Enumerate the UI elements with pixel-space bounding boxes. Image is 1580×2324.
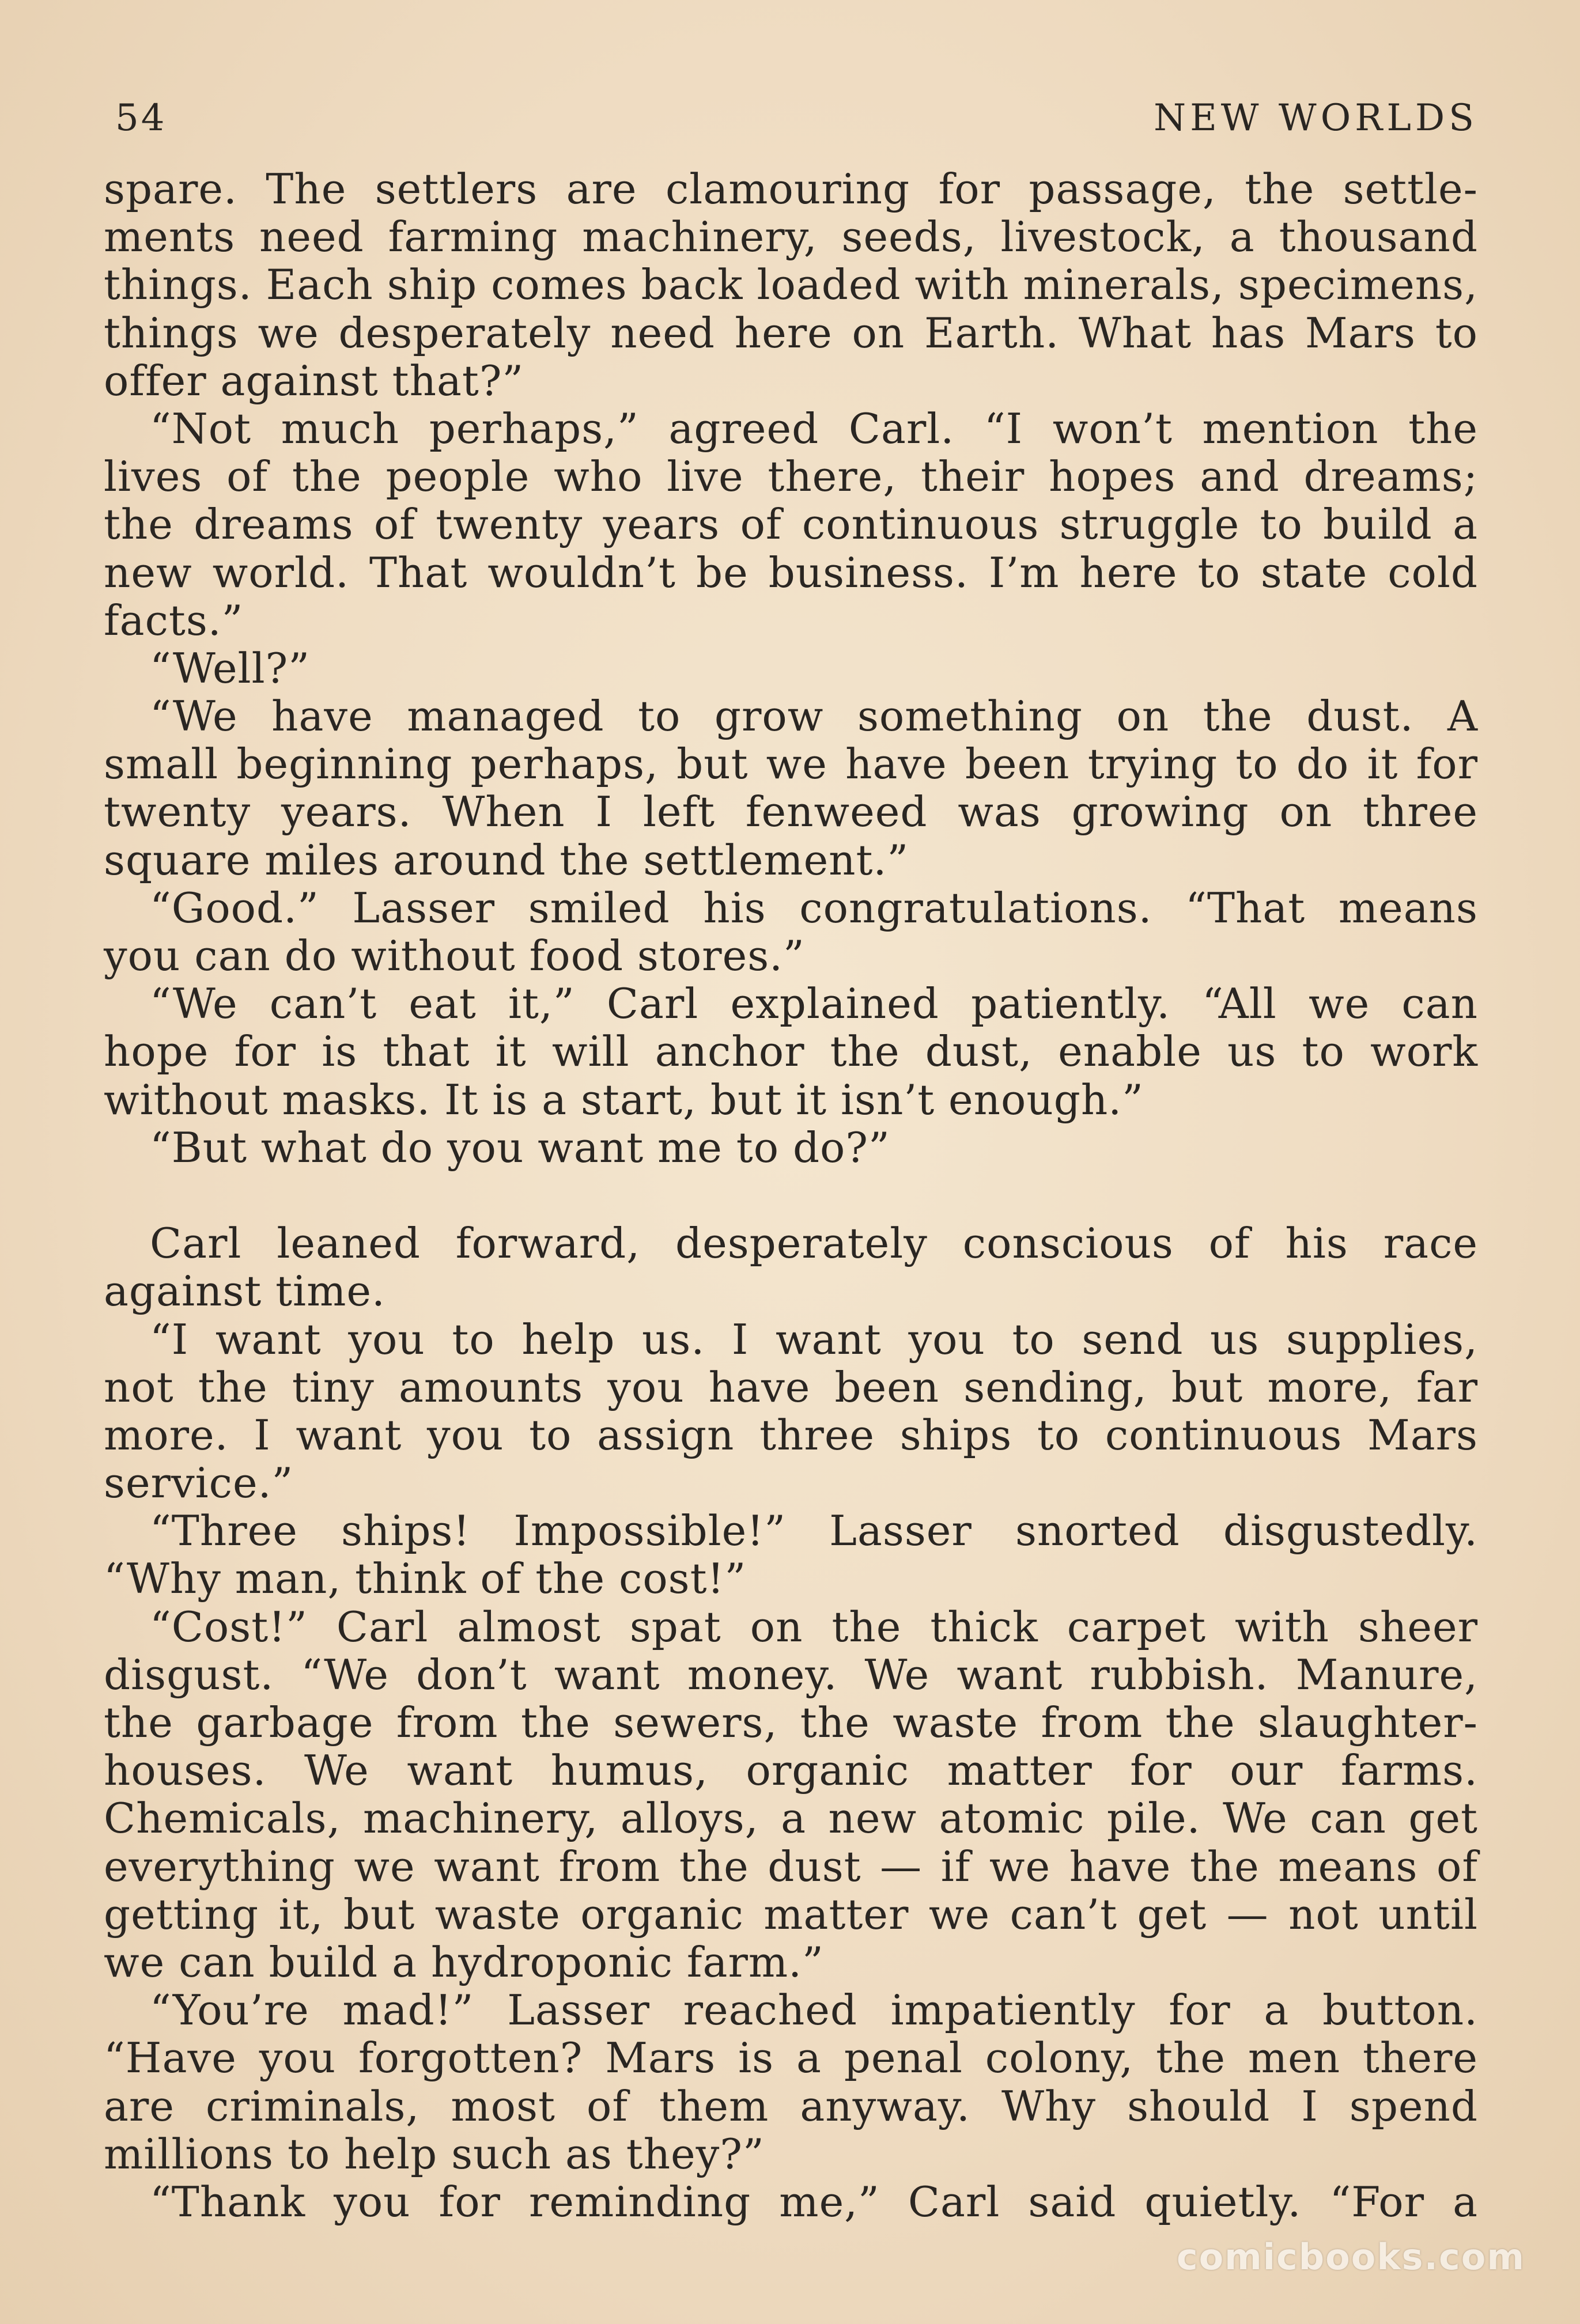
- text-line: “Good.” Lasser smiled his congratulations. “That means: [150, 883, 1478, 932]
- page-number: 54: [115, 97, 167, 139]
- text-line: Carl leaned forward, desperately conscious of his race: [150, 1219, 1478, 1268]
- text-line: “We can’t eat it,” Carl explained patiently. “All we can: [150, 979, 1478, 1028]
- text-line: “Cost!” Carl almost spat on the thick carpet with sheer: [150, 1602, 1478, 1651]
- watermark: comicbooks.com: [1176, 2236, 1525, 2278]
- text-line: disgust. “We don’t want money. We want rubbish. Manure,: [104, 1650, 1478, 1699]
- text-line: “Three ships! Impossible!” Lasser snorted disgustedly.: [150, 1507, 1478, 1555]
- text-line: things we desperately need here on Earth. What has Mars to: [104, 308, 1478, 357]
- text-line: against time.: [104, 1267, 385, 1316]
- text-line: “Have you forgotten? Mars is a penal colony, the men there: [104, 2034, 1478, 2083]
- text-line: facts.”: [104, 596, 244, 645]
- text-line: ments need farming machinery, seeds, livestock, a thousand: [104, 213, 1478, 262]
- text-line: hope for is that it will anchor the dust, enable us to work: [104, 1027, 1478, 1076]
- text-line: are criminals, most of them anyway. Why should I spend: [104, 2081, 1478, 2130]
- text-line: Chemicals, machinery, alloys, a new atomic pile. We can get: [104, 1794, 1478, 1843]
- body-text: [104, 165, 1478, 2226]
- text-line: “I want you to help us. I want you to send us supplies,: [150, 1315, 1478, 1364]
- text-line: lives of the people who live there, their hopes and dreams;: [104, 452, 1478, 501]
- text-line: “Why man, think of the cost!”: [104, 1554, 747, 1603]
- text-line: “We have managed to grow something on the dust. A: [150, 692, 1478, 741]
- text-line: you can do without food stores.”: [104, 932, 805, 980]
- text-line: “Well?”: [150, 644, 311, 692]
- text-line: getting it, but waste organic matter we can’t get — not until: [104, 1890, 1478, 1939]
- page-header: [115, 92, 1478, 144]
- text-line: everything we want from the dust — if we have the means of: [104, 1842, 1478, 1891]
- text-line: the garbage from the sewers, the waste from the slaughter-: [104, 1698, 1478, 1747]
- text-line: not the tiny amounts you have been sending, but more, far: [104, 1362, 1478, 1411]
- text-line: square miles around the settlement.”: [104, 835, 909, 884]
- text-line: new world. That wouldn’t be business. I’m here to state cold: [104, 548, 1478, 597]
- text-line: “Not much perhaps,” agreed Carl. “I won’t mention the: [150, 404, 1478, 453]
- text-line: “You’re mad!” Lasser reached impatiently for a button.: [150, 1986, 1478, 2035]
- text-line: without masks. It is a start, but it isn’t enough.”: [104, 1075, 1144, 1124]
- text-line: we can build a hydroponic farm.”: [104, 1937, 824, 1986]
- text-line: millions to help such as they?”: [104, 2129, 765, 2178]
- text-line: the dreams of twenty years of continuous struggle to build a: [104, 500, 1478, 549]
- text-line: small beginning perhaps, but we have been trying to do it for: [104, 740, 1478, 789]
- text-line: offer against that?”: [104, 356, 524, 405]
- text-line: houses. We want humus, organic matter for our farms.: [104, 1746, 1478, 1795]
- text-line: more. I want you to assign three ships to continuous Mars: [104, 1410, 1478, 1459]
- text-line: twenty years. When I left fenweed was growing on three: [104, 788, 1478, 837]
- text-line: spare. The settlers are clamouring for passage, the settle-: [104, 165, 1478, 213]
- text-line: things. Each ship comes back loaded with minerals, specimens,: [104, 260, 1478, 309]
- text-line: “But what do you want me to do?”: [150, 1123, 890, 1172]
- running-title: NEW WORLDS: [1154, 97, 1478, 139]
- text-line: “Thank you for reminding me,” Carl said quietly. “For a: [150, 2177, 1478, 2226]
- text-line: service.”: [104, 1459, 294, 1508]
- section-break: [104, 1172, 1478, 1220]
